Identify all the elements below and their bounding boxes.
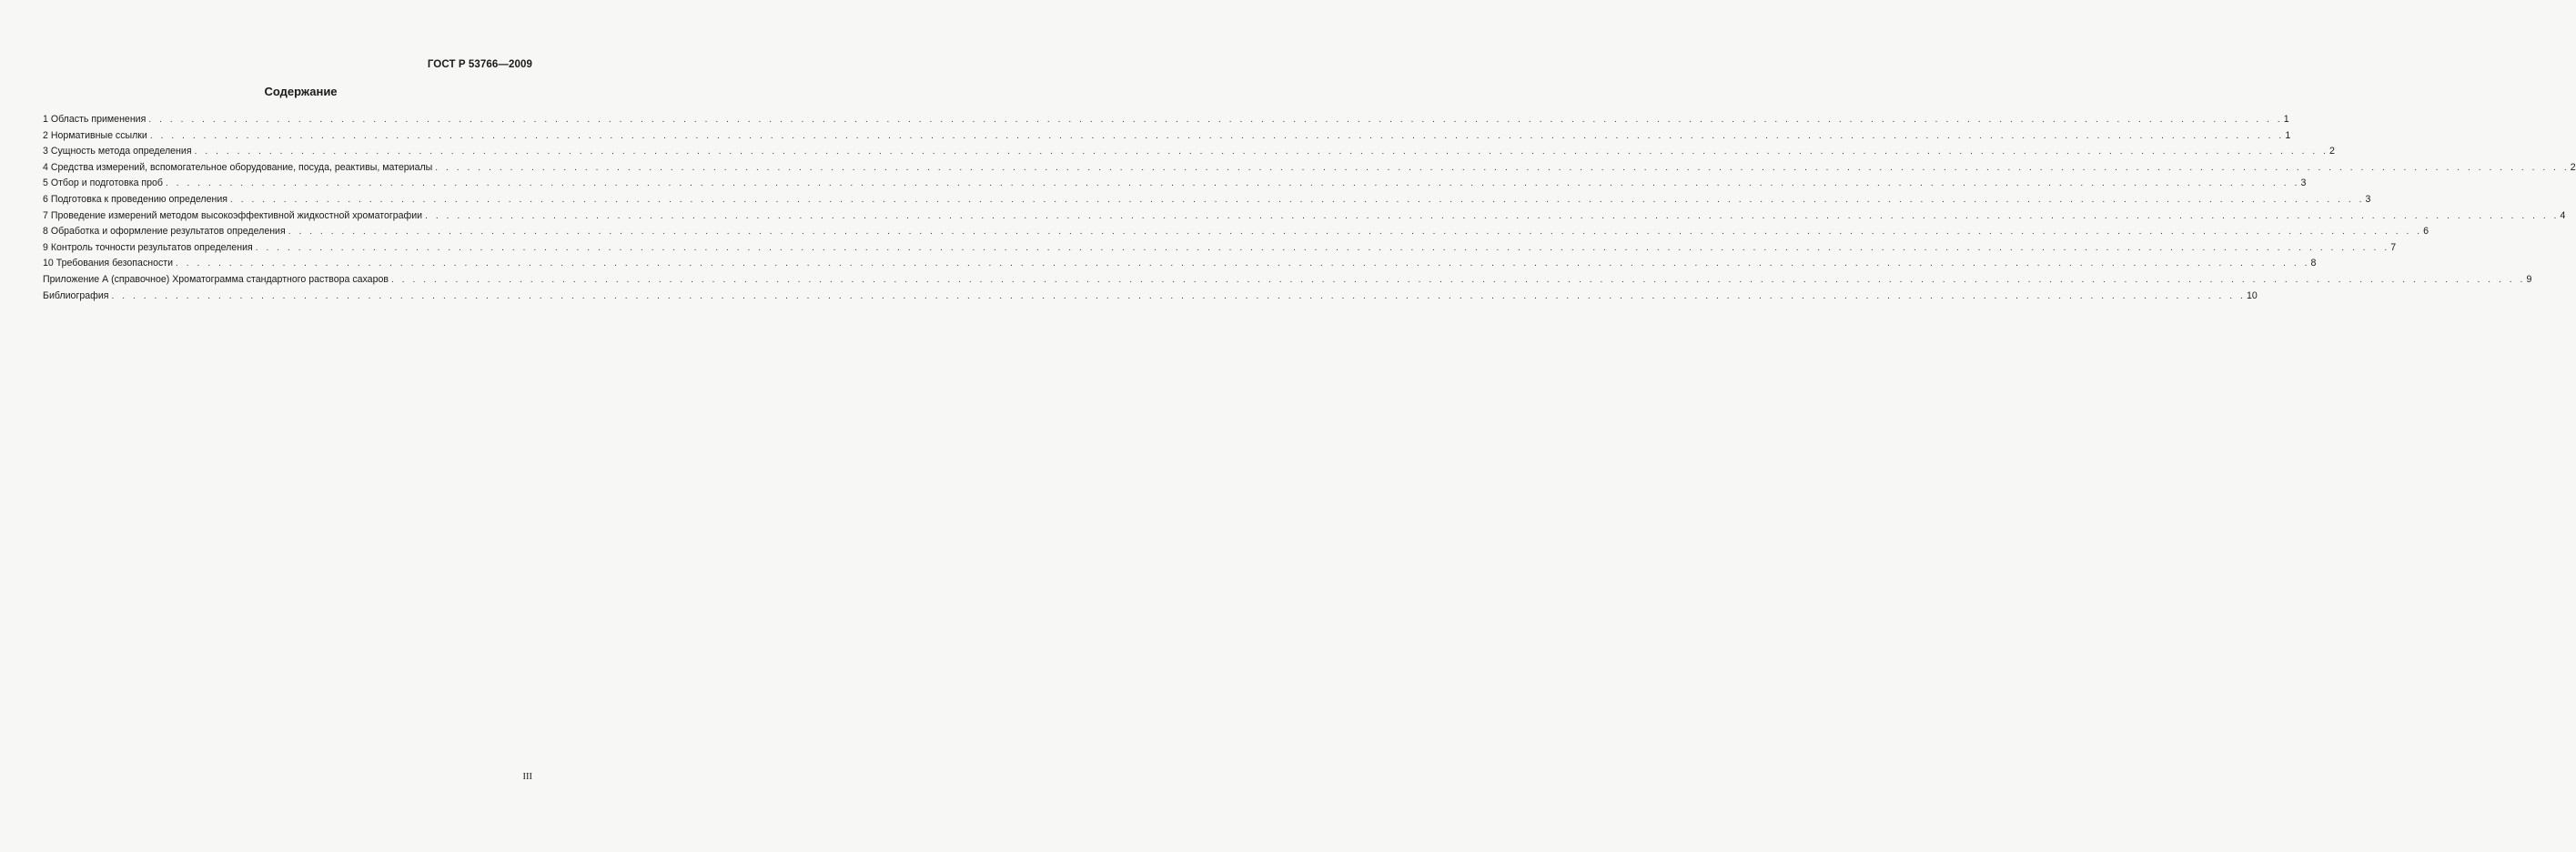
dot-leader: . . . . . . . . . . . . . . . . . . . . . . . . . . . . . . . . . . . . . . . . . . . . . . . . . . . . . . . . . . . . . . . . . . . . . . . . . . . . . . . . . . . . . . . . . . . . . . . . . . . . . . . . . . . . . . . . . . . . . . . . . . . . . . . . . . . . . . . . . . . . . . . . . . . . . . . . . . . . . . . . . . . . . . . . . . . . . . . . . . . . . . . . . . . . . . . . . . . . . . . . (390, 274, 2526, 285)
toc-entry-text: Библиография (43, 289, 109, 301)
dot-leader: . . . . . . . . . . . . . . . . . . . . . . . . . . . . . . . . . . . . . . . . . . . . . . . . . . . . . . . . . . . . . . . . . . . . . . . . . . . . . . . . . . . . . . . . . . . . . . . . . . . . . . . . . . . . . . . . . . . . . . . . . . . . . . . . . . . . . . . . . . . . . . . . . . . . . . . . . . . . . . . . . . . . . . . . . . . . . . . . . . . . . . . . . . . . . . . . . . . . . . . . (166, 178, 2300, 189)
toc-entry[interactable] (43, 240, 2397, 257)
toc-entry-text: 1 Область применения (43, 114, 146, 125)
toc-entry-page: 2 (2329, 146, 2335, 157)
toc-title: Содержание (264, 85, 338, 98)
toc-entry-page: 1 (2285, 129, 2291, 141)
toc-entry-text: 5 Отбор и подготовка проб (43, 178, 163, 189)
toc-entry[interactable] (43, 272, 2532, 289)
toc-entry-page: 3 (2300, 178, 2307, 189)
toc-entry-text: 3 Сущность метода определения (43, 146, 192, 157)
dot-leader: . . . . . . . . . . . . . . . . . . . . . . . . . . . . . . . . . . . . . . . . . . . . . . . . . . . . . . . . . . . . . . . . . . . . . . . . . . . . . . . . . . . . . . . . . . . . . . . . . . . . . . . . . . . . . . . . . . . . . . . . . . . . . . . . . . . . . . . . . . . . . . . . . . . . . . . . . . . . . . . . . . . . . . . . . . . . . . . . . . . . . . . . . . . . . . . . . . . . . . . . (230, 194, 2365, 205)
dot-leader: . . . . . . . . . . . . . . . . . . . . . . . . . . . . . . . . . . . . . . . . . . . . . . . . . . . . . . . . . . . . . . . . . . . . . . . . . . . . . . . . . . . . . . . . . . . . . . . . . . . . . . . . . . . . . . . . . . . . . . . . . . . . . . . . . . . . . . . . . . . . . . . . . . . . . . . . . . . . . . . . . . . . . . . . . . . . . . . . . . . . . . . . . . . . . . . . . . . . . . . . (194, 147, 2329, 157)
toc-entry-page: 4 (2560, 209, 2566, 221)
toc-entry-text: 8 Обработка и оформление результатов определения (43, 226, 286, 238)
toc-entry-page: 2 (2570, 161, 2576, 173)
toc-entry[interactable] (43, 112, 2289, 128)
toc-entry-text: 7 Проведение измерений методом высокоэффективной жидкостной хроматографии (43, 209, 423, 221)
toc-entry[interactable] (43, 160, 2576, 177)
document-code: ГОСТ Р 53766—2009 (427, 59, 532, 70)
toc-entry-text: 9 Контроль точности результатов определения (43, 241, 253, 253)
toc-entry-page: 6 (2423, 226, 2430, 238)
toc-entry-page: 10 (2246, 289, 2258, 301)
toc-entry[interactable] (43, 224, 2430, 240)
toc-entry-text: Приложение А (справочное) Хроматограмма стандартного раствора сахаров (43, 273, 389, 285)
toc-entry-page: 7 (2390, 241, 2397, 253)
toc-entry-page: 9 (2526, 273, 2532, 285)
dot-leader: . . . . . . . . . . . . . . . . . . . . . . . . . . . . . . . . . . . . . . . . . . . . . . . . . . . . . . . . . . . . . . . . . . . . . . . . . . . . . . . . . . . . . . . . . . . . . . . . . . . . . . . . . . . . . . . . . . . . . . . . . . . . . . . . . . . . . . . . . . . . . . . . . . . . . . . . . . . . . . . . . . . . . . . . . . . . . . . . . . . . . . . . . . . . . . . . . . . . . . . . (148, 115, 2283, 125)
toc-entry-text: 6 Подготовка к проведению определения (43, 193, 228, 205)
page-number: III (522, 772, 532, 782)
table-of-contents (43, 112, 2576, 304)
toc-entry-page: 3 (2365, 193, 2371, 205)
toc-entry[interactable] (43, 192, 2371, 208)
dot-leader: . . . . . . . . . . . . . . . . . . . . . . . . . . . . . . . . . . . . . . . . . . . . . . . . . . . . . . . . . . . . . . . . . . . . . . . . . . . . . . . . . . . . . . . . . . . . . . . . . . . . . . . . . . . . . . . . . . . . . . . . . . . . . . . . . . . . . . . . . . . . . . . . . . . . . . . . . . . . . . . . . . . . . . . . . . . . . . . . . . . . . . . . . . . . . . . . . . . . . . . . (255, 242, 2390, 253)
toc-entry-text: 2 Нормативные ссылки (43, 129, 147, 141)
dot-leader: . . . . . . . . . . . . . . . . . . . . . . . . . . . . . . . . . . . . . . . . . . . . . . . . . . . . . . . . . . . . . . . . . . . . . . . . . . . . . . . . . . . . . . . . . . . . . . . . . . . . . . . . . . . . . . . . . . . . . . . . . . . . . . . . . . . . . . . . . . . . . . . . . . . . . . . . . . . . . . . . . . . . . . . . . . . . . . . . . . . . . . . . . . . . . . . . . . . . . . . . (288, 227, 2423, 238)
dot-leader: . . . . . . . . . . . . . . . . . . . . . . . . . . . . . . . . . . . . . . . . . . . . . . . . . . . . . . . . . . . . . . . . . . . . . . . . . . . . . . . . . . . . . . . . . . . . . . . . . . . . . . . . . . . . . . . . . . . . . . . . . . . . . . . . . . . . . . . . . . . . . . . . . . . . . . . . . . . . . . . . . . . . . . . . . . . . . . . . . . . . . . . . . . . . . . . . . . . . . . . . (435, 162, 2570, 173)
toc-entry-text: 10 Требования безопасности (43, 258, 174, 269)
toc-entry[interactable] (43, 128, 2291, 145)
toc-entry[interactable] (43, 208, 2566, 225)
toc-entry-text: 4 Средства измерений, вспомогательное оборудование, посуда, реактивы, материалы (43, 161, 433, 173)
toc-entry[interactable] (43, 289, 2258, 305)
dot-leader: . . . . . . . . . . . . . . . . . . . . . . . . . . . . . . . . . . . . . . . . . . . . . . . . . . . . . . . . . . . . . . . . . . . . . . . . . . . . . . . . . . . . . . . . . . . . . . . . . . . . . . . . . . . . . . . . . . . . . . . . . . . . . . . . . . . . . . . . . . . . . . . . . . . . . . . . . . . . . . . . . . . . . . . . . . . . . . . . . . . . . . . . . . . . . . . . . . . . . . . . (149, 130, 2285, 141)
dot-leader: . . . . . . . . . . . . . . . . . . . . . . . . . . . . . . . . . . . . . . . . . . . . . . . . . . . . . . . . . . . . . . . . . . . . . . . . . . . . . . . . . . . . . . . . . . . . . . . . . . . . . . . . . . . . . . . . . . . . . . . . . . . . . . . . . . . . . . . . . . . . . . . . . . . . . . . . . . . . . . . . . . . . . . . . . . . . . . . . . . . . . . . . . . . . . . . . . . . . . . . . (111, 290, 2246, 301)
dot-leader: . . . . . . . . . . . . . . . . . . . . . . . . . . . . . . . . . . . . . . . . . . . . . . . . . . . . . . . . . . . . . . . . . . . . . . . . . . . . . . . . . . . . . . . . . . . . . . . . . . . . . . . . . . . . . . . . . . . . . . . . . . . . . . . . . . . . . . . . . . . . . . . . . . . . . . . . . . . . . . . . . . . . . . . . . . . . . . . . . . . . . . . . . . . . . . . . . . . . . . . . (425, 210, 2560, 221)
dot-leader: . . . . . . . . . . . . . . . . . . . . . . . . . . . . . . . . . . . . . . . . . . . . . . . . . . . . . . . . . . . . . . . . . . . . . . . . . . . . . . . . . . . . . . . . . . . . . . . . . . . . . . . . . . . . . . . . . . . . . . . . . . . . . . . . . . . . . . . . . . . . . . . . . . . . . . . . . . . . . . . . . . . . . . . . . . . . . . . . . . . . . . . . . . . . . . . . . . . . . . . . (176, 259, 2310, 269)
toc-entry[interactable] (43, 144, 2335, 160)
toc-entry-page: 8 (2310, 258, 2317, 269)
toc-entry-page: 1 (2283, 114, 2289, 125)
toc-entry[interactable] (43, 176, 2307, 192)
toc-entry[interactable] (43, 256, 2317, 272)
